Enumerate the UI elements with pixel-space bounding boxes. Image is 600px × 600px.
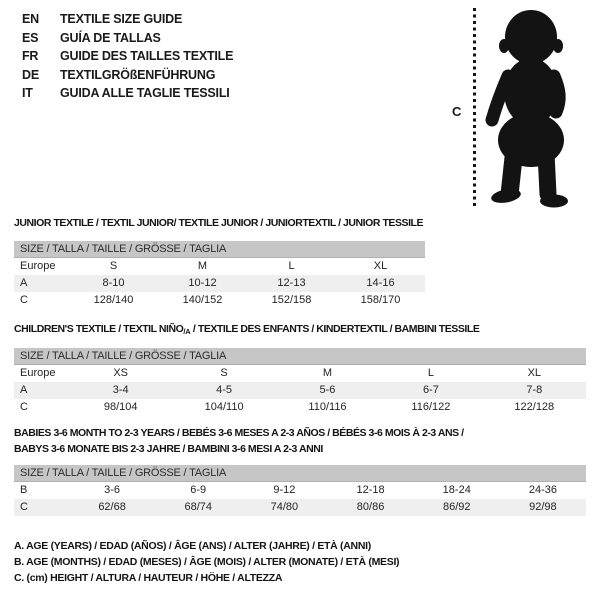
language-title-list <box>22 10 233 103</box>
cell: 18-24 <box>442 484 471 496</box>
height-dashed-line <box>473 8 476 206</box>
cell: 110/116 <box>308 401 347 413</box>
baby-silhouette-icon <box>484 8 576 208</box>
cell: M <box>322 367 333 379</box>
cell: XL <box>527 367 542 379</box>
cell: 104/110 <box>204 401 244 413</box>
language-row-de <box>22 66 233 85</box>
cell: 24-36 <box>528 484 557 496</box>
cell: 140/152 <box>182 294 223 306</box>
cell: S <box>220 367 228 379</box>
title-line-1: BABIES 3-6 MONTH TO 2-3 YEARS / BEBÉS 3-6 MESES A 2-3 AÑOS / BÉBÉS 3-6 MOIS À 2-3 ANS / <box>14 427 464 439</box>
cell: 12-13 <box>277 277 306 289</box>
cell: L <box>288 260 295 272</box>
language-row-es <box>22 29 233 48</box>
note-age-months: B. AGE (MONTHS) / EDAD (MESES) / ÂGE (MOIS) / ALTER (MONATE) / ETÀ (MESI) <box>14 556 400 568</box>
cell: 68/74 <box>184 501 212 513</box>
cell: 14-16 <box>366 277 395 289</box>
table-row-europe <box>14 258 425 275</box>
size-table-babies <box>14 465 586 516</box>
cell: M <box>197 260 208 272</box>
language-row-fr <box>22 47 233 66</box>
cell: 128/140 <box>93 294 134 306</box>
table-row-age-years <box>14 275 425 292</box>
cell: 152/158 <box>271 294 312 306</box>
title-line-2: BABYS 3-6 MONATE BIS 2-3 JAHRE / BAMBINI 3-6 MESI A 2-3 ANNI <box>14 443 323 455</box>
title-text: / TEXTILE DES ENFANTS / KINDERTEXTIL / BAMBINI TESSILE <box>190 323 480 335</box>
language-code: ES <box>22 30 39 45</box>
language-code: DE <box>22 67 39 82</box>
cell: 3-6 <box>104 484 121 496</box>
table-row-age-months <box>14 482 586 499</box>
size-table-children <box>14 348 586 416</box>
cell: 6-7 <box>422 384 439 396</box>
table-row-height <box>14 499 586 516</box>
cell: 62/68 <box>98 501 126 513</box>
row-label: A <box>20 384 28 396</box>
row-label: Europe <box>20 367 56 379</box>
row-label: C <box>20 401 28 413</box>
table-row-height <box>14 292 425 309</box>
cell: 92/98 <box>529 501 557 513</box>
language-code: FR <box>22 49 39 63</box>
section-title-babies <box>14 425 464 457</box>
language-code: IT <box>22 86 33 100</box>
cell: 74/80 <box>270 501 299 513</box>
language-title: GUIDE DES TAILLES TEXTILE <box>60 49 234 63</box>
size-header-bar: SIZE / TALLA / TAILLE / GRÖSSE / TAGLIA <box>14 465 586 482</box>
cell: 10-12 <box>188 277 217 289</box>
cell: 80/86 <box>356 501 385 513</box>
cell: 5-6 <box>319 384 336 396</box>
language-row-en <box>22 10 233 29</box>
note-age-years: A. AGE (YEARS) / EDAD (AÑOS) / ÂGE (ANS) / ALTER (JAHRE) / ETÀ (ANNI) <box>14 540 371 552</box>
row-label: Europe <box>20 260 56 272</box>
cell: 4-5 <box>216 384 233 396</box>
language-code: EN <box>22 12 39 26</box>
row-label: A <box>20 277 28 289</box>
table-row-europe <box>14 365 586 382</box>
size-table-junior <box>14 241 425 309</box>
section-title-junior: JUNIOR TEXTILE / TEXTIL JUNIOR/ TEXTILE JUNIOR / JUNIORTEXTIL / JUNIOR TESSILE <box>14 217 424 229</box>
title-subscript: /A <box>183 327 191 336</box>
cell: 98/104 <box>103 401 138 413</box>
cell: 116/122 <box>411 401 451 413</box>
cell: XS <box>113 367 129 379</box>
language-title: TEXTILGRÖßENFÜHRUNG <box>60 67 216 82</box>
language-row-it <box>22 84 233 103</box>
cell: XL <box>373 260 388 272</box>
title-text: CHILDREN'S TEXTILE / TEXTIL NIÑO <box>14 323 184 335</box>
cell: 12-18 <box>356 484 385 496</box>
cell: 122/128 <box>514 401 555 413</box>
row-label: C <box>20 294 28 306</box>
cell: S <box>109 260 118 272</box>
language-title: TEXTILE SIZE GUIDE <box>60 12 183 26</box>
size-header-bar: SIZE / TALLA / TAILLE / GRÖSSE / TAGLIA <box>14 348 586 365</box>
language-title: GUIDA ALLE TAGLIE TESSILI <box>60 86 230 100</box>
row-label: B <box>20 484 28 496</box>
cell: 6-9 <box>190 484 207 496</box>
table-row-age-years <box>14 382 586 399</box>
cell: 158/170 <box>360 294 401 306</box>
row-label: C <box>20 501 28 513</box>
cell: 86/92 <box>442 501 471 513</box>
table-row-height <box>14 399 586 416</box>
cell: 8-10 <box>102 277 125 289</box>
height-label-c: C <box>452 104 462 119</box>
cell: L <box>427 367 434 379</box>
language-title: GUÍA DE TALLAS <box>60 30 161 45</box>
size-header-bar: SIZE / TALLA / TAILLE / GRÖSSE / TAGLIA <box>14 241 425 258</box>
section-title-children <box>14 321 479 338</box>
cell: 9-12 <box>273 484 296 496</box>
cell: 7-8 <box>526 384 543 396</box>
cell: 3-4 <box>112 384 129 396</box>
legend-notes <box>14 538 399 586</box>
note-height: C. (cm) HEIGHT / ALTURA / HAUTEUR / HÖHE / ALTEZZA <box>14 572 283 584</box>
